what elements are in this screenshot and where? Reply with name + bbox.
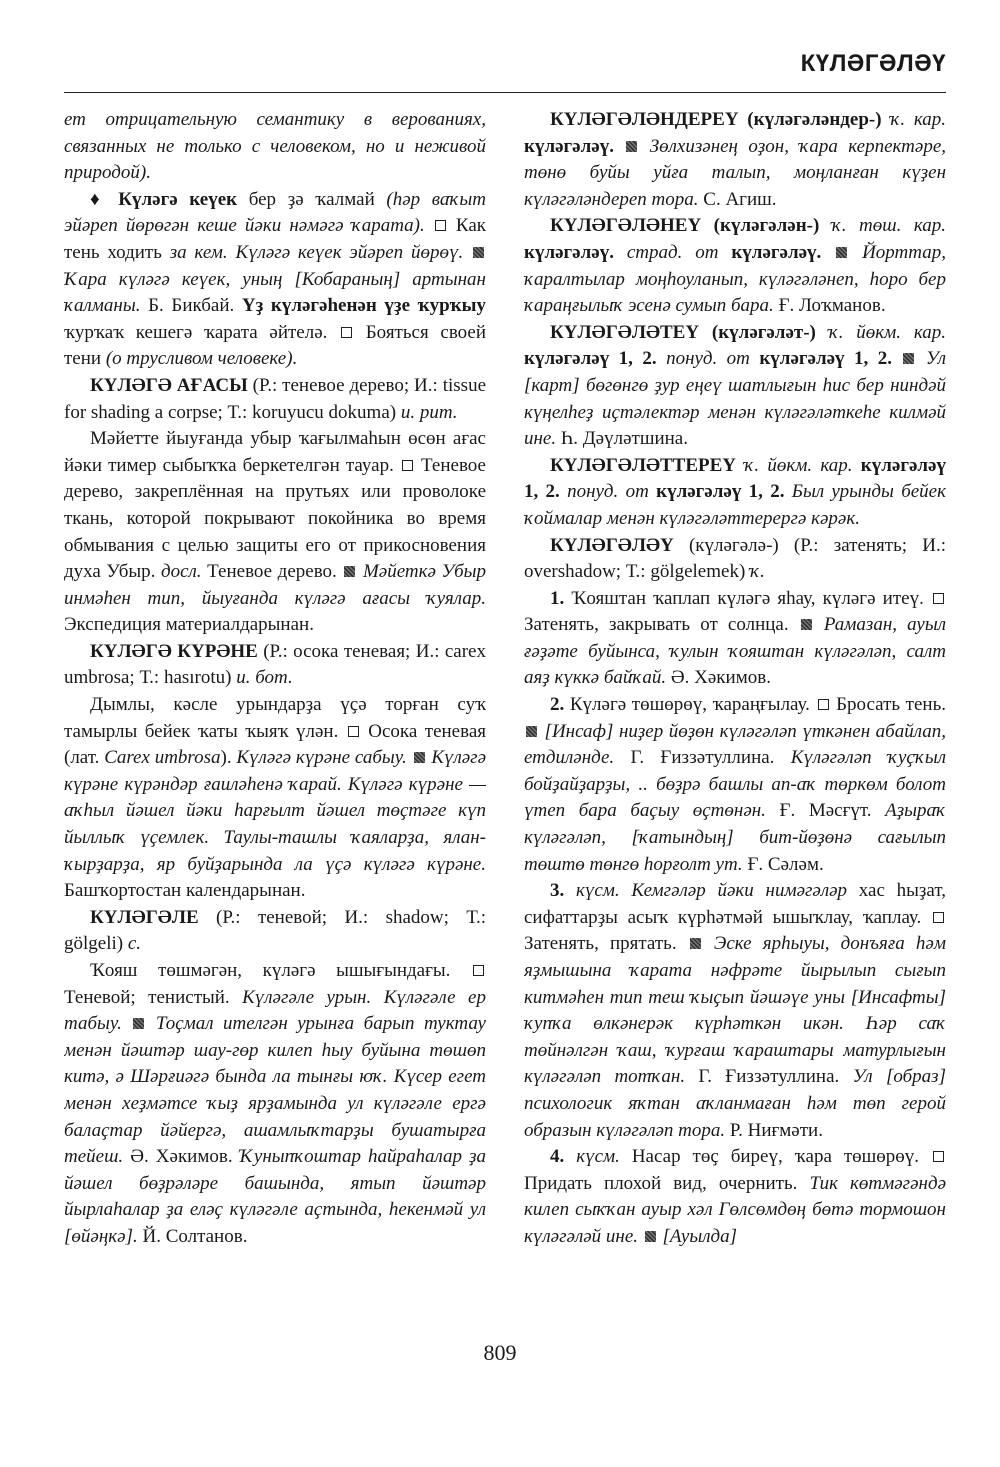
sense-1: 1. Ҡояштан ҡаплап күләгә яһау, күләгә итеү. Затенять, закрывать от солнца. Рамазан, ауыл ғәҙәте буйынса, ҡулын ҡояштан күләгәләп, салт аяҙ күккә байҡай. Ә. Хәкимов. bbox=[524, 587, 946, 689]
example-block-icon bbox=[344, 566, 355, 577]
example-block-icon bbox=[903, 353, 914, 364]
headword: КҮЛӘГӘ КҮРӘНЕ bbox=[90, 640, 258, 662]
sense-number: 4. bbox=[550, 1146, 565, 1168]
translation-square-icon bbox=[473, 965, 484, 976]
right-column bbox=[524, 107, 946, 1347]
headword: КҮЛӘГӘ АҒАСЫ bbox=[90, 374, 248, 396]
translation-square-icon bbox=[402, 460, 413, 471]
diamond-icon: ♦ bbox=[90, 188, 107, 210]
sense-2: 2. Күләгә төшөрөү, ҡараңғылау. Бросать тень. [Инсаф] ниҙер йөҙөн күләгәләп үткәнен абайлап, етдиләнде. Г. Ғиззәтуллина. Күләгәләп ҡуҫҡыл бойҙайҙарҙы, .. бөҙрә башлы ап-аҡ төркөм болот үтеп бара баҫыу өҫтөнән. Ғ. Мәсғүт. Аҙыраҡ күләгәләп, [ҡатындың] бит-йөҙөнә сағылып төштө төнгө һорғолт ут. Ғ. Сәләм. bbox=[524, 694, 946, 875]
entry-kulegelendereu: КҮЛӘГӘЛӘНДЕРЕҮ (күләгәләндер-) ҡ. кар. күләгәләү. Зөлхизәнең оҙон, ҡара керпектәре, төнө буйы уйға талып, моңланған күҙен күләгәләндереп тора. С. Агиш. bbox=[524, 109, 946, 210]
idiom-paragraph: ♦ Күләгә кеүек бер ҙә ҡалмай (һәр ваҡыт эйәреп йөрөгән кеше йәки нәмәгә ҡарата). Как тень ходить за кем. Күләгә кеүек эйәреп йөрөү. Ҡара күләгә кеүек, уның [Кобараның] артынан ҡалманы. Б. Бикбай. Үҙ күләгәһенән үҙе ҡурҡыу ҡурҡаҡ кешегә ҡарата әйтелә. Бояться своей тени (о трусливом человеке). bbox=[64, 188, 486, 370]
translation-square-icon bbox=[348, 726, 359, 737]
example-block-icon bbox=[526, 726, 537, 737]
example-block-icon bbox=[414, 752, 425, 763]
sense-number: 3. bbox=[550, 880, 565, 902]
translation-square-icon bbox=[933, 593, 944, 604]
entry-kulegeleteu: КҮЛӘГӘЛӘТЕҮ (күләгәләт-) ҡ. йөкм. кар. күләгәләү 1, 2. понуд. от күләгәләү 1, 2. Ул [карт] бөгөнгө ҙур еңеү шатлығын һис бер ниндәй күңелһеҙ иҫтәлектәр менән күләгәләткеһе килмәй ине. Һ. Дәүләтшина. bbox=[524, 321, 946, 450]
running-head: КҮЛӘГӘЛӘҮ bbox=[800, 50, 946, 77]
translation-square-icon bbox=[435, 220, 446, 231]
entry-kulegele: КҮЛӘГӘЛЕ (Р.: теневой; И.: shadow; Т.: gölgeli) с. bbox=[64, 906, 486, 955]
definition-paragraph: Дымлы, кәслe урындарҙа үҫә торған суҡ тамырлы бейек ҡаты ҡыяҡ үлән. Осока теневая (лат. Carex umbrosa). Күләгә күрәне сабыу. Күләгә күрәне күрәндәр ғаиләһенә ҡарай. Күләгә күрәне — аҡһыл йәшел йәки һарғылт йәшел төҫтәге күп йыллыҡ үҫемлек. Таулы-ташлы ҡаяларҙа, ялан-ҡырҙарҙа, яр буйҙарында ла үҫә күләгә күрәне. Башҡортостан календарынан. bbox=[64, 694, 486, 902]
left-column bbox=[64, 107, 486, 1347]
entry-kulegeleneu: КҮЛӘГӘЛӘНЕҮ (күләгәлән-) ҡ. төш. кар. күләгәләү. страд. от күләгәләү. Йорттар, ҡаралтылар моңһоуланып, күләгәләнеп, һоро бер ҡараңғылыҡ эсенә сумып бара. Ғ. Лоҡманов. bbox=[524, 215, 946, 317]
example-block-icon bbox=[626, 141, 637, 152]
headword: КҮЛӘГӘЛӘНЕҮ bbox=[550, 215, 702, 237]
entry-kulegeleu: КҮЛӘГӘЛӘҮ (күләгәлә-) (Р.: затенять; И.: overshadow; Т.: gölgelemek) ҡ. bbox=[524, 534, 946, 583]
headword: КҮЛӘГӘЛӘНДЕРЕҮ bbox=[550, 109, 739, 130]
example-block-icon bbox=[645, 1231, 656, 1242]
headword: КҮЛӘГӘЛӘТЕҮ bbox=[550, 321, 700, 343]
translation-square-icon bbox=[933, 1151, 944, 1162]
sense-number: 1. bbox=[550, 587, 565, 609]
headword: КҮЛӘГӘЛЕ bbox=[90, 906, 199, 928]
page-header bbox=[64, 44, 946, 93]
translation-square-icon bbox=[818, 699, 829, 710]
sense-number: 2. bbox=[550, 694, 565, 716]
entry-kulage-agasy: КҮЛӘГӘ АҒАСЫ (Р.: теневое дерево; И.: tissue for shading a corpse; Т.: koruyucu dokuma) и. рит. bbox=[64, 374, 486, 423]
example-block-icon bbox=[473, 247, 484, 258]
sense-3: 3. күсм. Кемгәләр йәки нимәгәләр хас һыҙат, сифаттарҙы асыҡ күрһәтмәй ышыҡлау, ҡаплау. Затенять, прятать. Эске ярһыуы, донъяға һәм яҙмышына ҡарата нәфрәте йырылып сығып китмәһен тип теш ҡыҫып йәшәүе уны [Инсафты] ҡупҡа өлкәнерәк күрһәткән икән. Һәр саҡ төйнәлгән ҡаш, ҡурғаш ҡараштары матурлығын күләгәләп тотҡан. Г. Ғиззәтуллина. Ул [образ] психологик яҡтан аҡланмаған һәм төп герой образын күләгәләп тора. Р. Ниғмәти. bbox=[524, 880, 946, 1141]
definition-paragraph: Ҡояш төшмәгән, күләгә ышығындағы. Теневой; тенистый. Күләгәле урын. Күләгәле ер табыу. Тоҫмал ителгән урынға барып туктау менән йәштәр шау-гөр килеп һыу буйына төшөп китә, ә Шәрғиәгә бында ла тынғы юҡ. Күсер егет менән хеҙмәтсе ҡыҙ ярҙамында ул күләгәле ергә балаҫтар йәйергә, ашамлыҡтарҙы бушатырға тейеш. Ә. Хәкимов. Ҡуныпҡоштар һайраһалар ҙа йәшел бөҙрәләре башында, ятып йәштәр йырлаһалар ҙа еләҫ күләгәле аҫтында, һекенмәй ул [өйәңкә]. Й. Солтанов. bbox=[64, 960, 486, 1247]
headword: КҮЛӘГӘЛӘҮ bbox=[550, 534, 674, 556]
entry-kulage-kurene: КҮЛӘГӘ КҮРӘНЕ (Р.: осока теневая; И.: carex umbrosa; Т.: hasırotu) и. бот. bbox=[64, 640, 486, 689]
definition-paragraph: Мәйетте йыуғанда убыр ҡағылмаһын өсөн ағас йәки тимер сыбыҡҡа беркетелгән тауар. Теневое дерево, закреплённая на прутьях или проволоке ткань, которой покрывают покойника во время обмывания с целью защиты его от прикосновения духа Убыр. досл. Теневое дерево. Мәйеткә Убыр инмәһен тип, йыуғанда күләгә ағасы ҡуялар. Экспедиция материалдарынан. bbox=[64, 428, 486, 636]
entry-continuation: ет отрицательную семантику в верованиях, связанных не только с человеком, но и неживой природой). bbox=[64, 109, 486, 184]
headword: КҮЛӘГӘЛӘТТЕРЕҮ bbox=[550, 454, 737, 476]
example-block-icon bbox=[801, 619, 812, 630]
translation-square-icon bbox=[933, 912, 944, 923]
example-block-icon bbox=[836, 247, 847, 258]
sense-4: 4. күсм. Насар төҫ биреү, ҡара төшөрөү. Придать плохой вид, очернить. Тик көтмәгәндә килеп сыҡҡан ауыр хәл Гөлсөмдөң бөтә тормошон күләгәләй ине. [Ауылда] bbox=[524, 1146, 946, 1247]
page-number: 809 bbox=[483, 1340, 517, 1365]
example-block-icon bbox=[690, 938, 701, 949]
entry-kulegeletteru: КҮЛӘГӘЛӘТТЕРЕҮ ҡ. йөкм. кар. күләгәләү 1, 2. понуд. от күләгәләү 1, 2. Был урынды бейек ҡоймалар менән күләгәләттерергә кәрәк. bbox=[524, 454, 946, 529]
translation-square-icon bbox=[341, 327, 352, 338]
example-block-icon bbox=[133, 1018, 144, 1029]
